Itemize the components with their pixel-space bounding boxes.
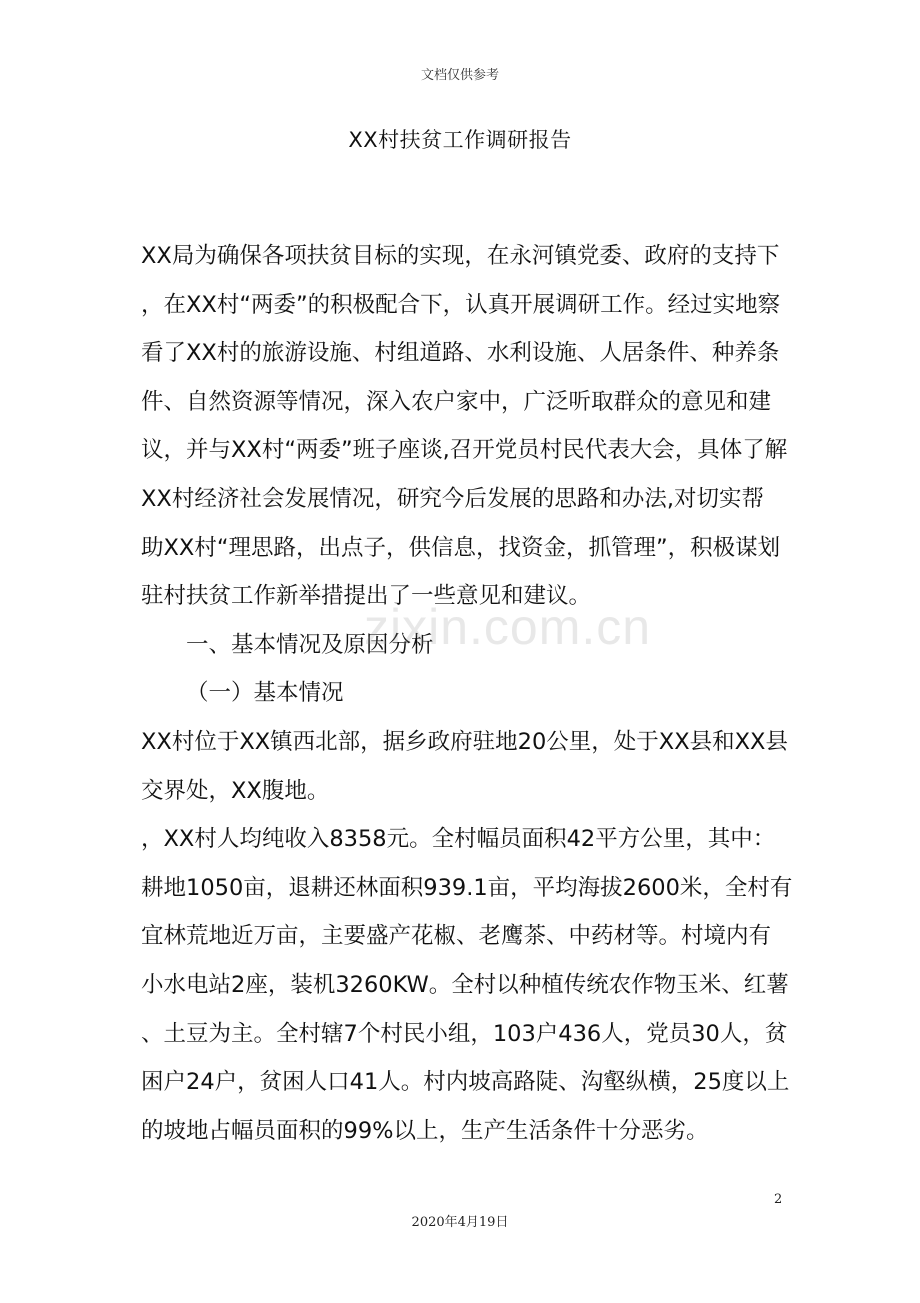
watermark: zixin.com.cn — [364, 599, 652, 655]
paragraph-line: 议，并与XX村“两委”班子座谈,召开党员村民代表大会，具体了解 — [141, 437, 788, 464]
paragraph-line: 、土豆为主。全村辖7个村民小组，103户436人，党员30人，贫 — [141, 1020, 788, 1047]
paragraph-line: ，XX村人均纯收入8358元。全村幅员面积42平方公里，其中： — [141, 826, 776, 853]
page-number: 2 — [774, 1192, 783, 1207]
paragraph-line: 件、自然资源等情况，深入农户家中，广泛听取群众的意见和建 — [141, 388, 772, 415]
paragraph-line: 的坡地占幅员面积的99%以上，生产生活条件十分恶劣。 — [141, 1117, 709, 1144]
paragraph-line: 困户24户，贫困人口41人。村内坡高路陡、沟壑纵横，25度以上 — [141, 1069, 790, 1096]
paragraph-line: 驻村扶贫工作新举措提出了一些意见和建议。 — [141, 583, 592, 610]
paragraph-line: XX局为确保各项扶贫目标的实现，在永河镇党委、政府的支持下 — [141, 243, 780, 269]
paragraph-line: 小水电站2座，装机3260KW。全村以种植传统农作物玉米、红薯 — [141, 971, 789, 998]
paragraph-line: XX村位于XX镇西北部，据乡政府驻地20公里，处于XX县和XX县 — [141, 728, 788, 755]
paragraph-line: XX村经济社会发展情况，研究今后发展的思路和办法,对切实帮 — [141, 485, 764, 512]
paragraph-line: 宜林荒地近万亩，主要盛产花椒、老鹰茶、中药材等。村境内有 — [141, 923, 772, 950]
footer-date: 2020年4月19日 — [411, 1215, 509, 1230]
document-body — [141, 232, 793, 1155]
paragraph-line: 交界处，XX腹地。 — [141, 777, 330, 804]
paragraph-line: 看了XX村的旅游设施、村组道路、水利设施、人居条件、种养条 — [141, 340, 780, 367]
section-heading: 一、基本情况及原因分析 — [186, 631, 434, 658]
document-title: XX村扶贫工作调研报告 — [348, 128, 572, 152]
paragraph-line: 助XX村“理思路，出点子，供信息，找资金，抓管理”，积极谋划 — [141, 534, 781, 561]
paragraph-line: ，在XX村“两委”的积极配合下，认真开展调研工作。经过实地察 — [141, 291, 781, 318]
header-note: 文档仅供参考 — [420, 68, 499, 83]
paragraph-line: 耕地1050亩，退耕还林面积939.1亩，平均海拔2600米，全村有 — [141, 874, 793, 901]
subsection-heading: （一）基本情况 — [186, 680, 344, 707]
